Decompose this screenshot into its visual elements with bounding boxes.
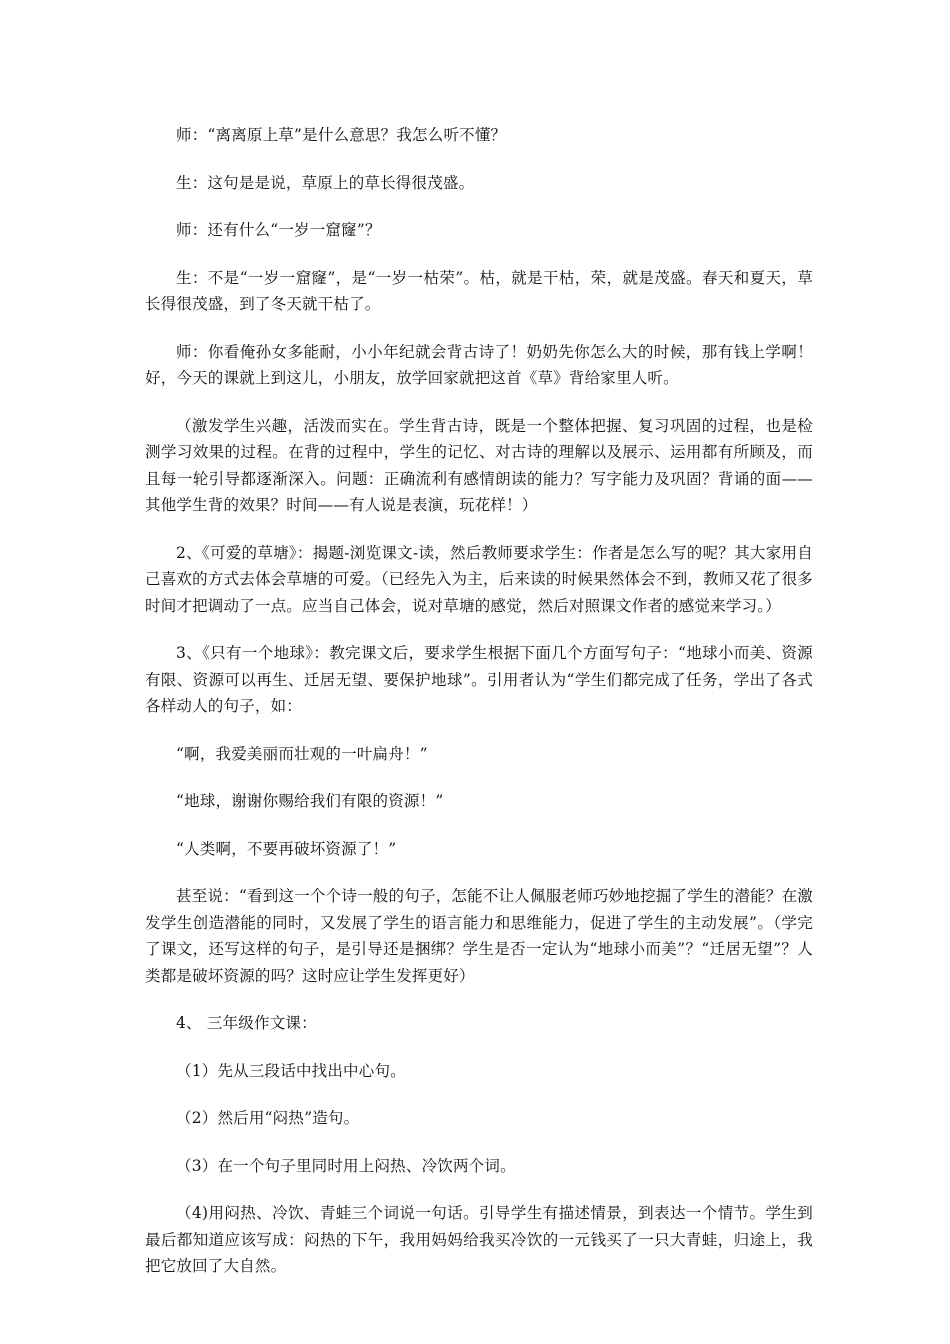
dialogue-teacher-question: 师：“离离原上草”是什么意思？我怎么听不懂？: [176, 126, 507, 144]
step-3: （3）在一个句子里同时用上闷热、冷饮两个词。: [176, 1156, 516, 1175]
step-1: （1）先从三段话中找出中心句。: [176, 1061, 406, 1080]
dialogue-teacher-question-2: 师：还有什么“一岁一窟窿”？: [176, 221, 381, 239]
dialogue-student-answer-2: 生：不是“一岁一窟窿”，是“一岁一枯荣”。枯，就是干枯，荣，就是茂盛。春天和夏天，草长得很茂盛，到了冬天就干枯了。: [145, 268, 813, 313]
step-4: （4)用闷热、冷饮、青蛙三个词说一句话。引导学生有描述情景，到表达一个情节。学生到最后都知道应该写成：闷热的下午，我用妈妈给我买冷饮的一元钱买了一只大青蛙，归途上，我把它放回了大自然。: [145, 1204, 813, 1275]
commentary-paragraph: （激发学生兴趣，活泼而实在。学生背古诗，既是一个整体把握、复习巩固的过程，也是检测学习效果的过程。在背的过程中，学生的记忆、对古诗的理解以及展示、运用都有所顾及，而且每一轮引导都逐渐深入。问题：正确流利有感情朗读的能力？写字能力及巩固？背诵的面——其他学生背的效果？时间——有人说是表演，玩花样！）: [145, 416, 813, 514]
step-2: （2）然后用“闷热”造句。: [176, 1109, 360, 1127]
critique-paragraph: 甚至说：“看到这一个个诗一般的句子，怎能不让人佩服老师巧妙地挖掘了学生的潜能？在激发学生创造潜能的同时，又发展了学生的语言能力和思维能力，促进了学生的主动发展”。（学完了课文，还写这样的句子，是引导还是捆绑？学生是否一定认为“地球小而美”？“迁居无望”？人类都是破坏资源的吗？这时应让学生发挥更好）: [145, 887, 813, 985]
example-sentence-3: “人类啊，不要再破坏资源了！”: [176, 839, 397, 858]
document-body: [145, 122, 813, 1301]
dialogue-student-answer: 生：这句是是说，草原上的草长得很茂盛。: [176, 173, 475, 192]
example-sentence-1: “啊，我爱美丽而壮观的一叶扁舟！”: [176, 744, 428, 763]
case-4-heading: 4、 三年级作文课：: [176, 1014, 317, 1032]
case-2-paragraph: 2、《可爱的草塘》：揭题-浏览课文-读，然后教师要求学生：作者是怎么写的呢？其大家用自己喜欢的方式去体会草塘的可爱。（已经先入为主，后来读的时候果然体会不到，教师又花了很多时间才把调动了一点。应当自己体会，说对草塘的感觉，然后对照课文作者的感觉来学习。）: [145, 543, 813, 615]
dialogue-teacher-closing: 师：你看俺孙女多能耐，小小年纪就会背古诗了！奶奶先你怎么大的时候，那有钱上学啊！好，今天的课就上到这儿，小朋友，放学回家就把这首《草》背给家里人听。: [145, 342, 813, 387]
case-3-paragraph: 3、《只有一个地球》：教完课文后，要求学生根据下面几个方面写句子：“地球小而美、资源有限、资源可以再生、迁居无望、要保护地球”。引用者认为“学生们都完成了任务，学出了各式各样动人的句子，如：: [145, 644, 813, 715]
example-sentence-2: “地球，谢谢你赐给我们有限的资源！”: [176, 792, 444, 810]
